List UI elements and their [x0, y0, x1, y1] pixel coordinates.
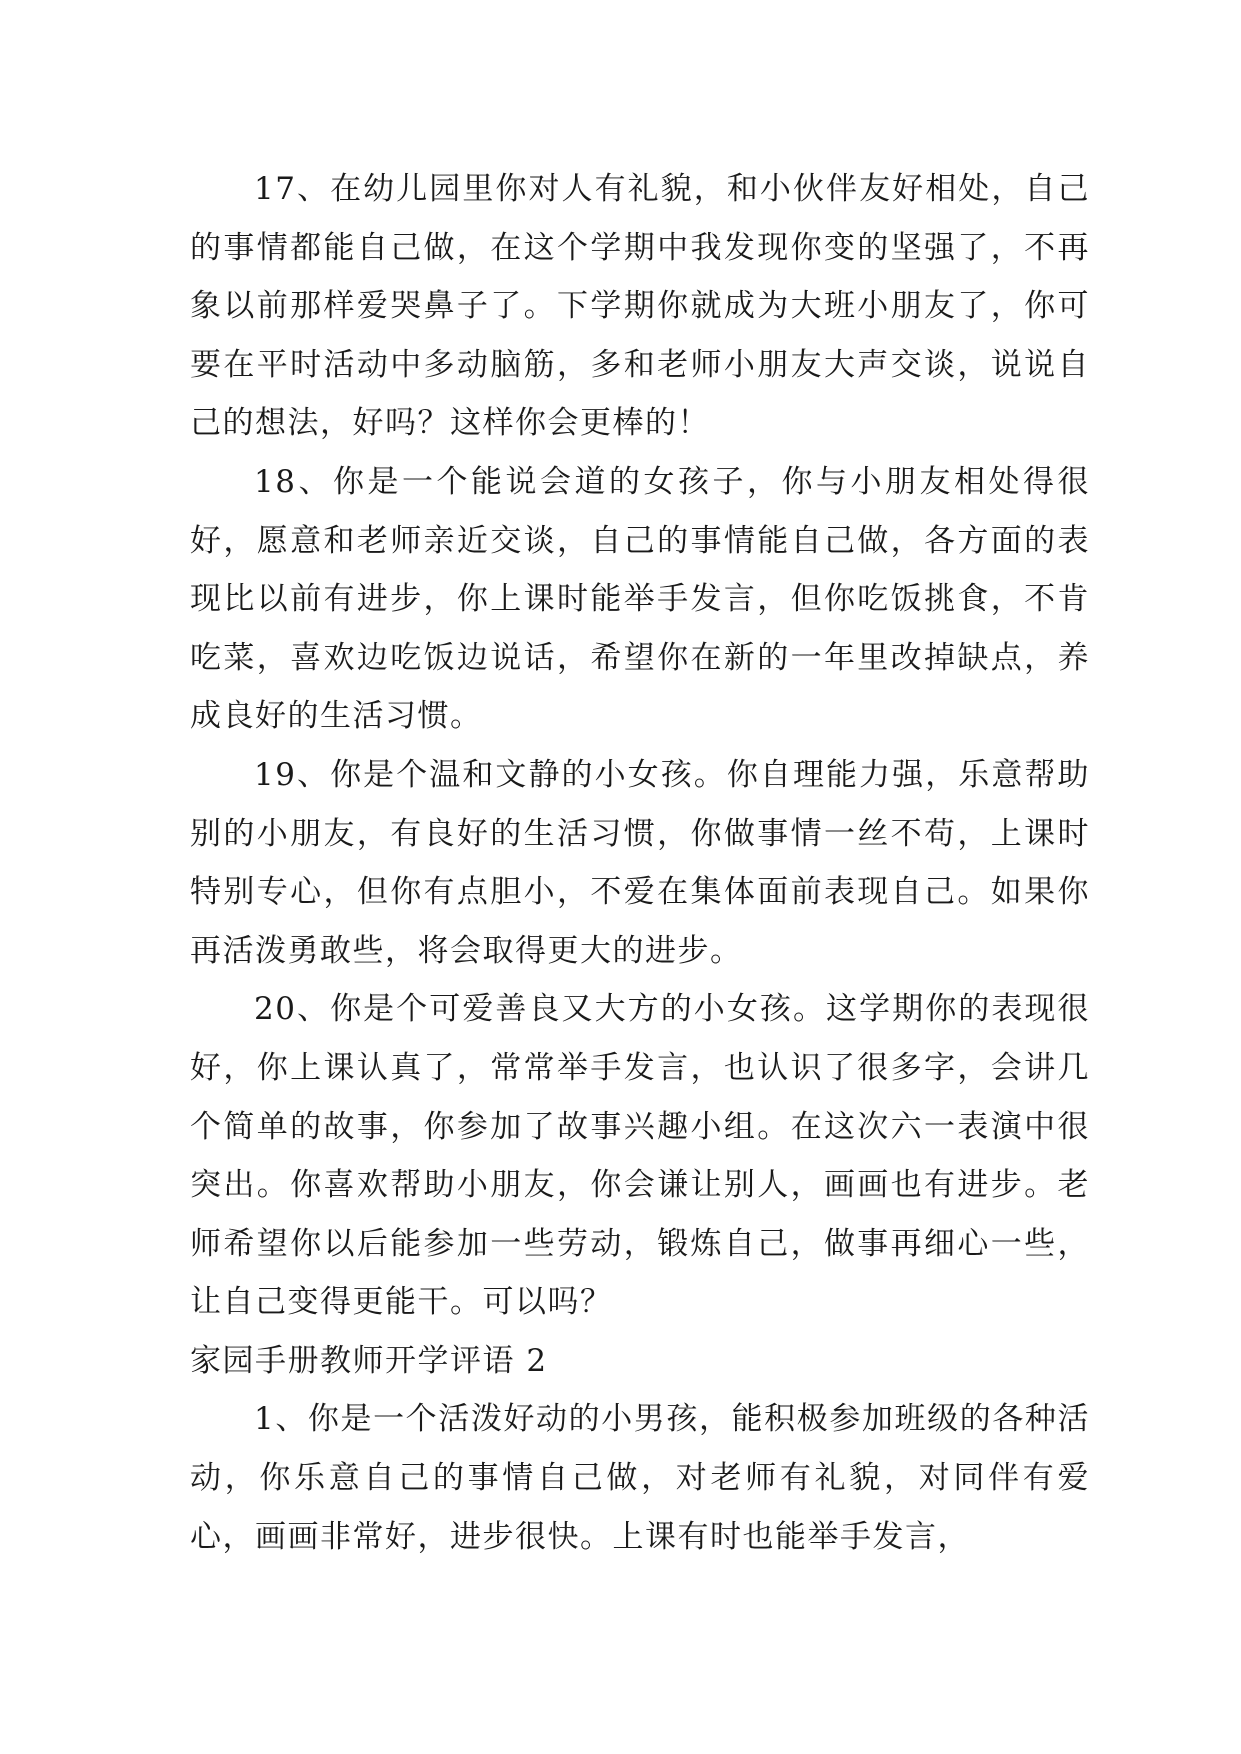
comment-paragraph-18: 18、你是一个能说会道的女孩子，你与小朋友相处得很好，愿意和老师亲近交谈，自己的事情能自己做，各方面的表现比以前有进步，你上课时能举手发言，但你吃饭挑食，不肯吃菜，喜欢边吃饭边说话，希望你在新的一年里改掉缺点，养成良好的生活习惯。 — [190, 463, 1090, 735]
comment-paragraph-1: 1、你是一个活泼好动的小男孩，能积极参加班级的各种活动，你乐意自己的事情自己做，对老师有礼貌，对同伴有爱心，画画非常好，进步很快。上课有时也能举手发言， — [190, 1401, 1090, 1555]
comment-paragraph-19: 19、你是个温和文静的小女孩。你自理能力强，乐意帮助别的小朋友，有良好的生活习惯，你做事情一丝不苟，上课时特别专心，但你有点胆小，不爱在集体面前表现自己。如果你再活泼勇敢些，将会取得更大的进步。 — [190, 756, 1090, 969]
document-body — [190, 160, 1090, 1566]
comment-paragraph-20: 20、你是个可爱善良又大方的小女孩。这学期你的表现很好，你上课认真了，常常举手发言，也认识了很多字，会讲几个简单的故事，你参加了故事兴趣小组。在这次六一表演中很突出。你喜欢帮助小朋友，你会谦让别人，画画也有进步。老师希望你以后能参加一些劳动，锻炼自己，做事再细心一些，让自己变得更能干。可以吗？ — [190, 991, 1090, 1321]
comment-paragraph-17: 17、在幼儿园里你对人有礼貌，和小伙伴友好相处，自己的事情都能自己做，在这个学期中我发现你变的坚强了，不再象以前那样爱哭鼻子了。下学期你就成为大班小朋友了，你可要在平时活动中多动脑筋，多和老师小朋友大声交谈，说说自己的想法，好吗？这样你会更棒的！ — [190, 171, 1090, 442]
section-heading: 家园手册教师开学评语 2 — [190, 1342, 548, 1379]
